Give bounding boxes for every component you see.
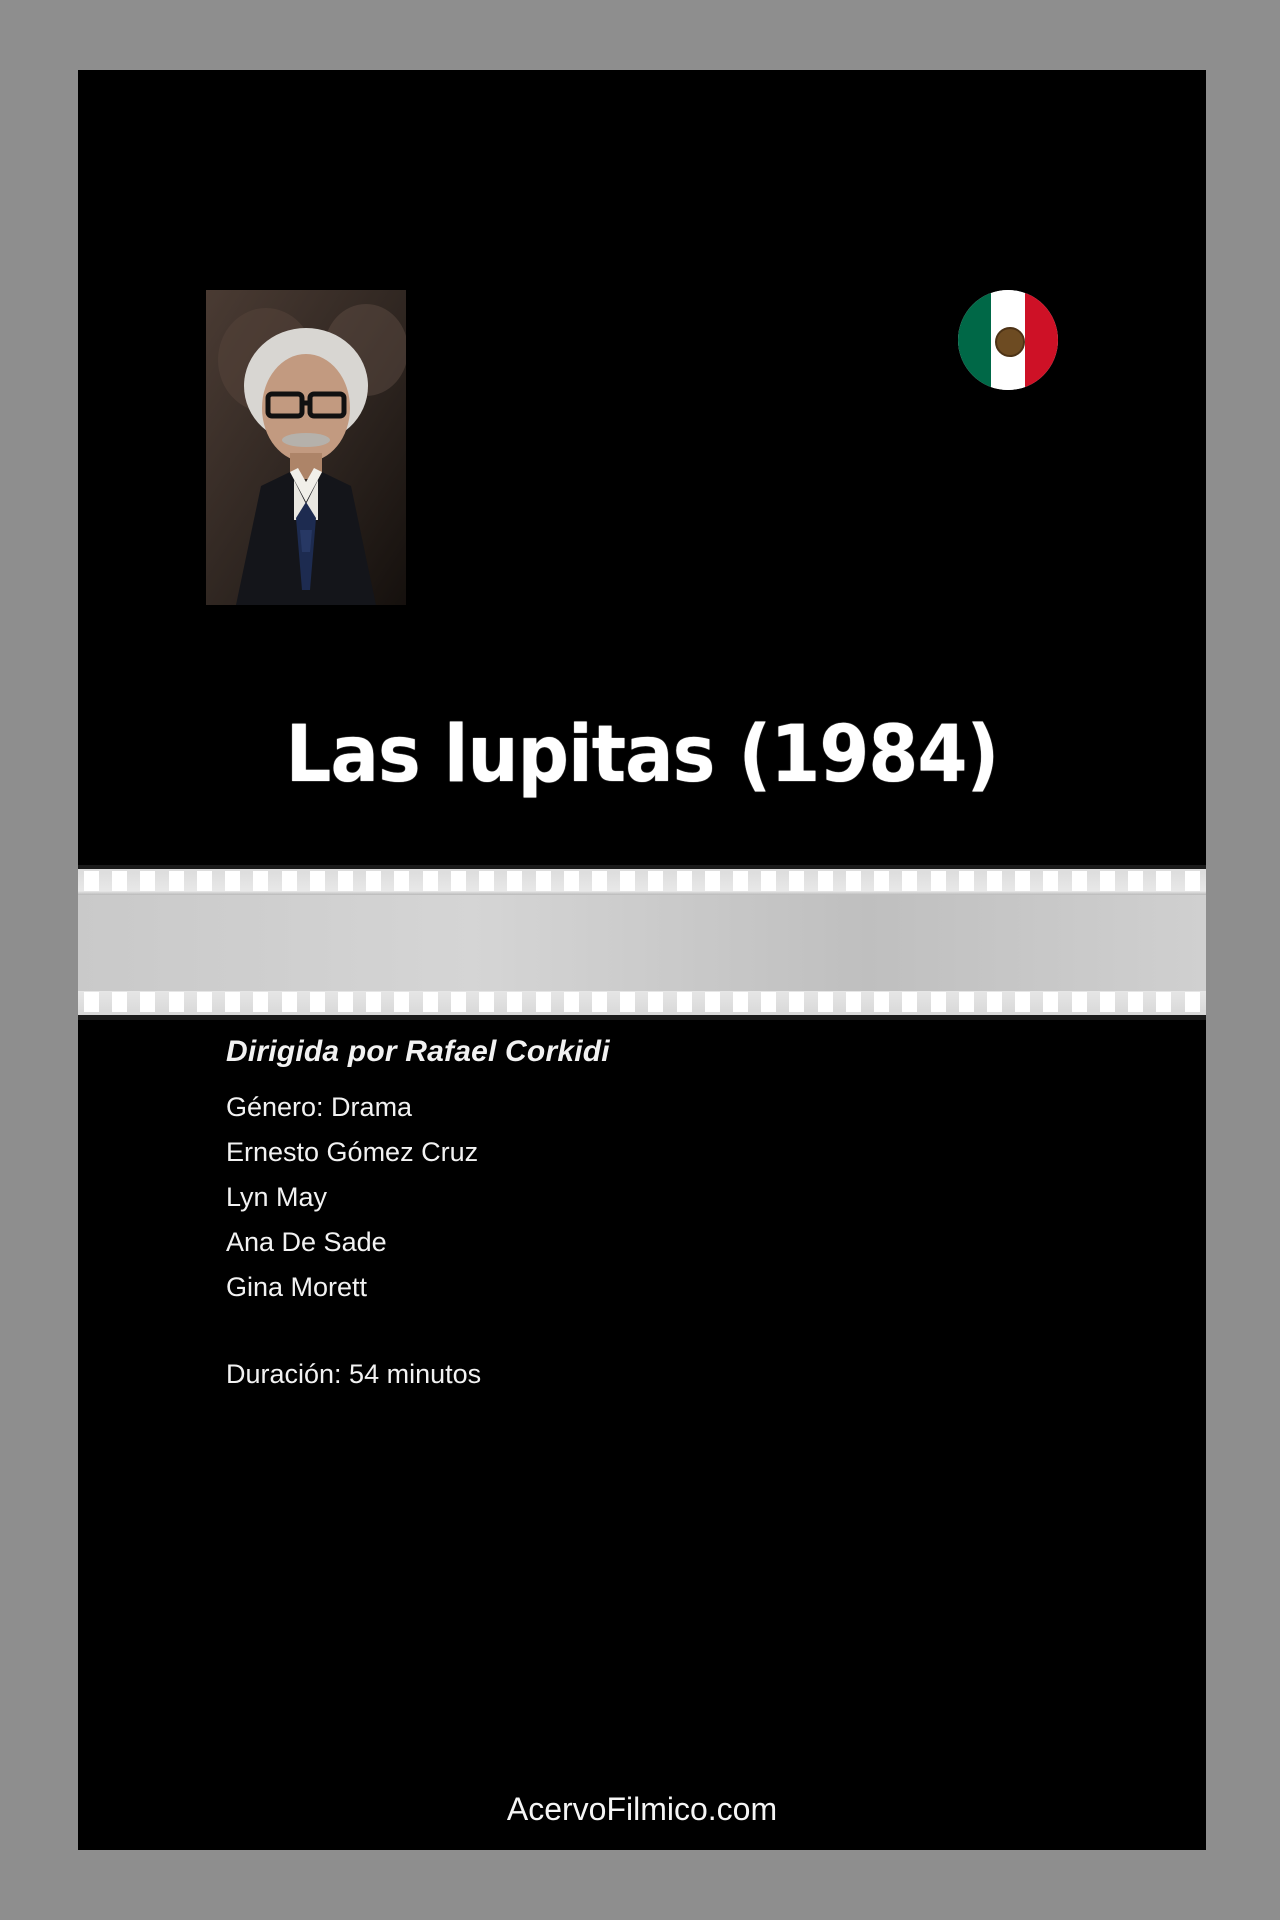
credits-block — [226, 1035, 1026, 1397]
flag-stripe-red — [1025, 290, 1058, 390]
mexico-flag-icon — [958, 290, 1058, 390]
flag-stripe-green — [958, 290, 991, 390]
film-strip-body — [78, 895, 1206, 991]
credits-spacer — [226, 1310, 1026, 1352]
film-strip-decoration — [78, 865, 1206, 1020]
cast-member: Ernesto Gómez Cruz — [226, 1137, 479, 1167]
genre-line: Género: Drama — [226, 1092, 413, 1122]
director-portrait — [206, 290, 406, 605]
cast-member: Gina Morett — [226, 1272, 368, 1302]
film-perforations-bottom — [78, 992, 1206, 1014]
site-watermark: AcervoFilmico.com — [506, 1791, 778, 1827]
page-title: Las lupitas (1984) — [285, 710, 999, 800]
duration-line: Duración: 54 minutos — [226, 1359, 482, 1389]
movie-poster — [78, 70, 1206, 1850]
director-line: Dirigida por Rafael Corkidi — [226, 1035, 610, 1068]
flag-seal-icon — [995, 327, 1025, 357]
poster-top-area — [78, 70, 1206, 880]
cast-member: Ana De Sade — [226, 1227, 387, 1257]
film-perforations-top — [78, 871, 1206, 893]
cast-member: Lyn May — [226, 1182, 328, 1212]
